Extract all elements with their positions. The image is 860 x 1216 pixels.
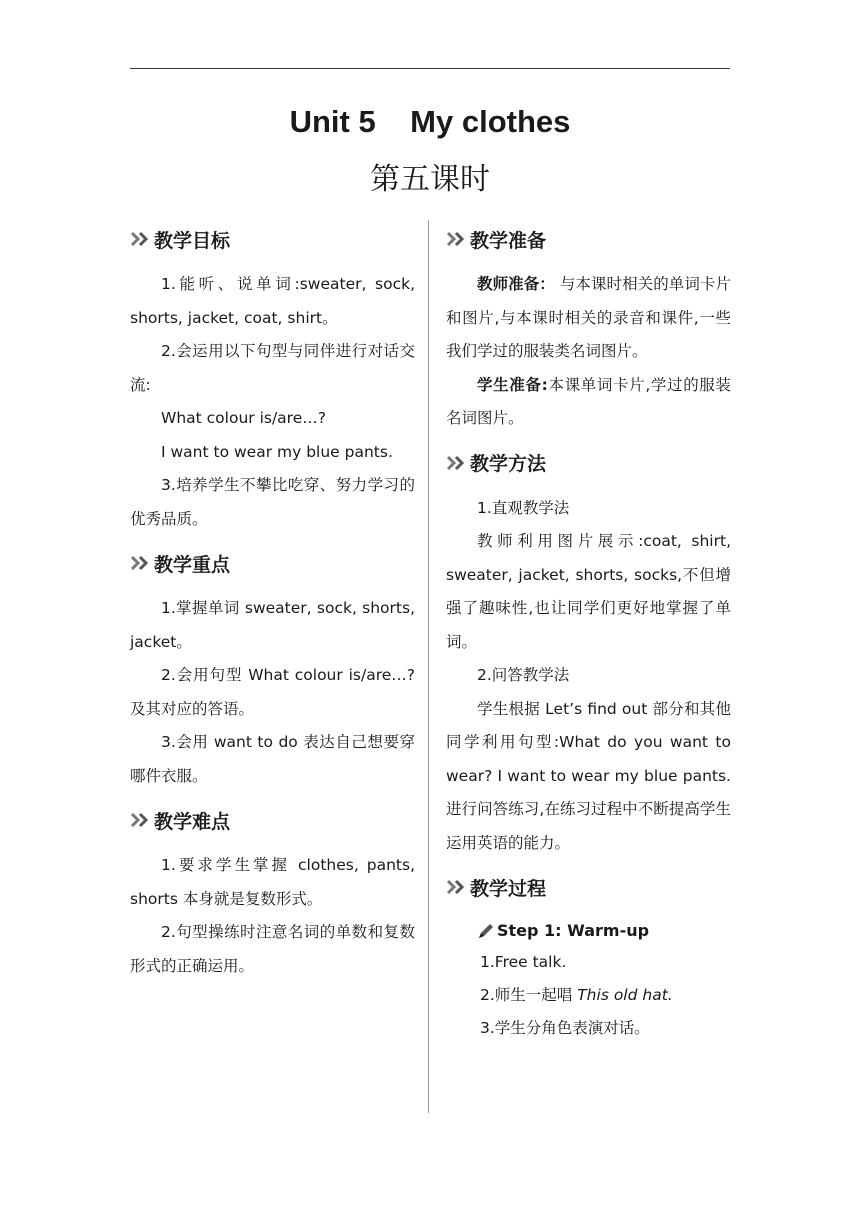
- section-heading-key-points: [130, 546, 415, 580]
- double-chevron-icon: [446, 455, 468, 471]
- double-chevron-icon: [446, 879, 468, 895]
- left-column: [130, 222, 415, 983]
- section-heading-label: 教学过程: [470, 877, 547, 900]
- difficulty-1: 1.要求学生掌握 clothes, pants, shorts 本身就是复数形式。: [130, 856, 415, 908]
- method-1-title: 1.直观教学法: [477, 498, 570, 517]
- method-1-text: 教师利用图片展示:coat, shirt, sweater, jacket, shorts, socks,不但增强了趣味性,也让同学们更好地掌握了单词。: [446, 532, 731, 651]
- method-2-text: 学生根据 Let’s find out 部分和其他同学利用句型:What do you want to wear? I want to wear my blue pants.进行问答练习,在练习过程中不断提高学生运用英语的能力。: [446, 699, 731, 852]
- step-heading: [446, 916, 731, 946]
- step-line-1: 1.Free talk.: [480, 953, 567, 971]
- column-divider: [428, 220, 429, 1113]
- key-point-2: 2.会用句型 What colour is/are…? 及其对应的答语。: [130, 666, 415, 718]
- step-line-2-prefix: 2.师生一起唱: [480, 986, 578, 1004]
- student-preparation: [446, 369, 731, 436]
- goal-sentence-1: What colour is/are…?: [161, 409, 326, 427]
- teacher-preparation-text: 与本课时相关的单词卡片和图片,与本课时相关的录音和课件,一些我们学过的服装类名词图片。: [446, 275, 731, 360]
- method-2-title: 2.问答教学法: [477, 666, 570, 684]
- page-title: Unit 5 My clothes: [289, 104, 571, 139]
- section-heading-goals: [130, 222, 415, 256]
- section-heading-label: 教学准备: [470, 229, 547, 252]
- student-preparation-label: 学生准备:: [477, 375, 548, 394]
- section-heading-label: 教学方法: [470, 453, 547, 475]
- section-heading-label: 教学难点: [154, 810, 231, 833]
- goal-item-3: 3.培养学生不攀比吃穿、努力学习的优秀品质。: [130, 476, 415, 528]
- section-heading-process: [446, 870, 731, 904]
- double-chevron-icon: [130, 555, 152, 571]
- step-line-2: [446, 979, 731, 1012]
- step-title: Step 1: Warm-up: [497, 921, 650, 940]
- double-chevron-icon: [130, 231, 152, 247]
- student-preparation-text: 本课单词卡片,学过的服装名词图片。: [446, 375, 731, 427]
- section-heading-label: 教学重点: [154, 553, 231, 576]
- double-chevron-icon: [130, 812, 152, 828]
- page-subtitle: 第五课时: [370, 162, 490, 197]
- song-title: This old hat.: [577, 986, 673, 1004]
- pen-icon: [478, 923, 494, 939]
- difficulty-2: 2.句型操练时注意名词的单数和复数形式的正确运用。: [130, 923, 415, 975]
- section-heading-preparation: [446, 222, 731, 256]
- key-point-1: 1.掌握单词 sweater, sock, shorts, jacket。: [130, 599, 415, 651]
- right-column: [446, 222, 731, 1045]
- goal-sentence-2: I want to wear my blue pants.: [161, 442, 393, 461]
- key-point-3: 3.会用 want to do 表达自己想要穿哪件衣服。: [130, 733, 415, 785]
- section-heading-label: 教学目标: [154, 229, 231, 252]
- teacher-preparation: [446, 268, 731, 369]
- section-heading-difficulties: [130, 803, 415, 837]
- step-line-3: 3.学生分角色表演对话。: [480, 1019, 650, 1037]
- goal-item-2: 2.会运用以下句型与同伴进行对话交流:: [130, 342, 415, 394]
- teacher-preparation-label: 教师准备：: [477, 275, 555, 293]
- top-rule: [130, 68, 730, 69]
- section-heading-methods: [446, 446, 731, 480]
- double-chevron-icon: [446, 231, 468, 247]
- goal-item-1: 1.能听、说单词:sweater, sock, shorts, jacket, coat, shirt。: [130, 275, 415, 327]
